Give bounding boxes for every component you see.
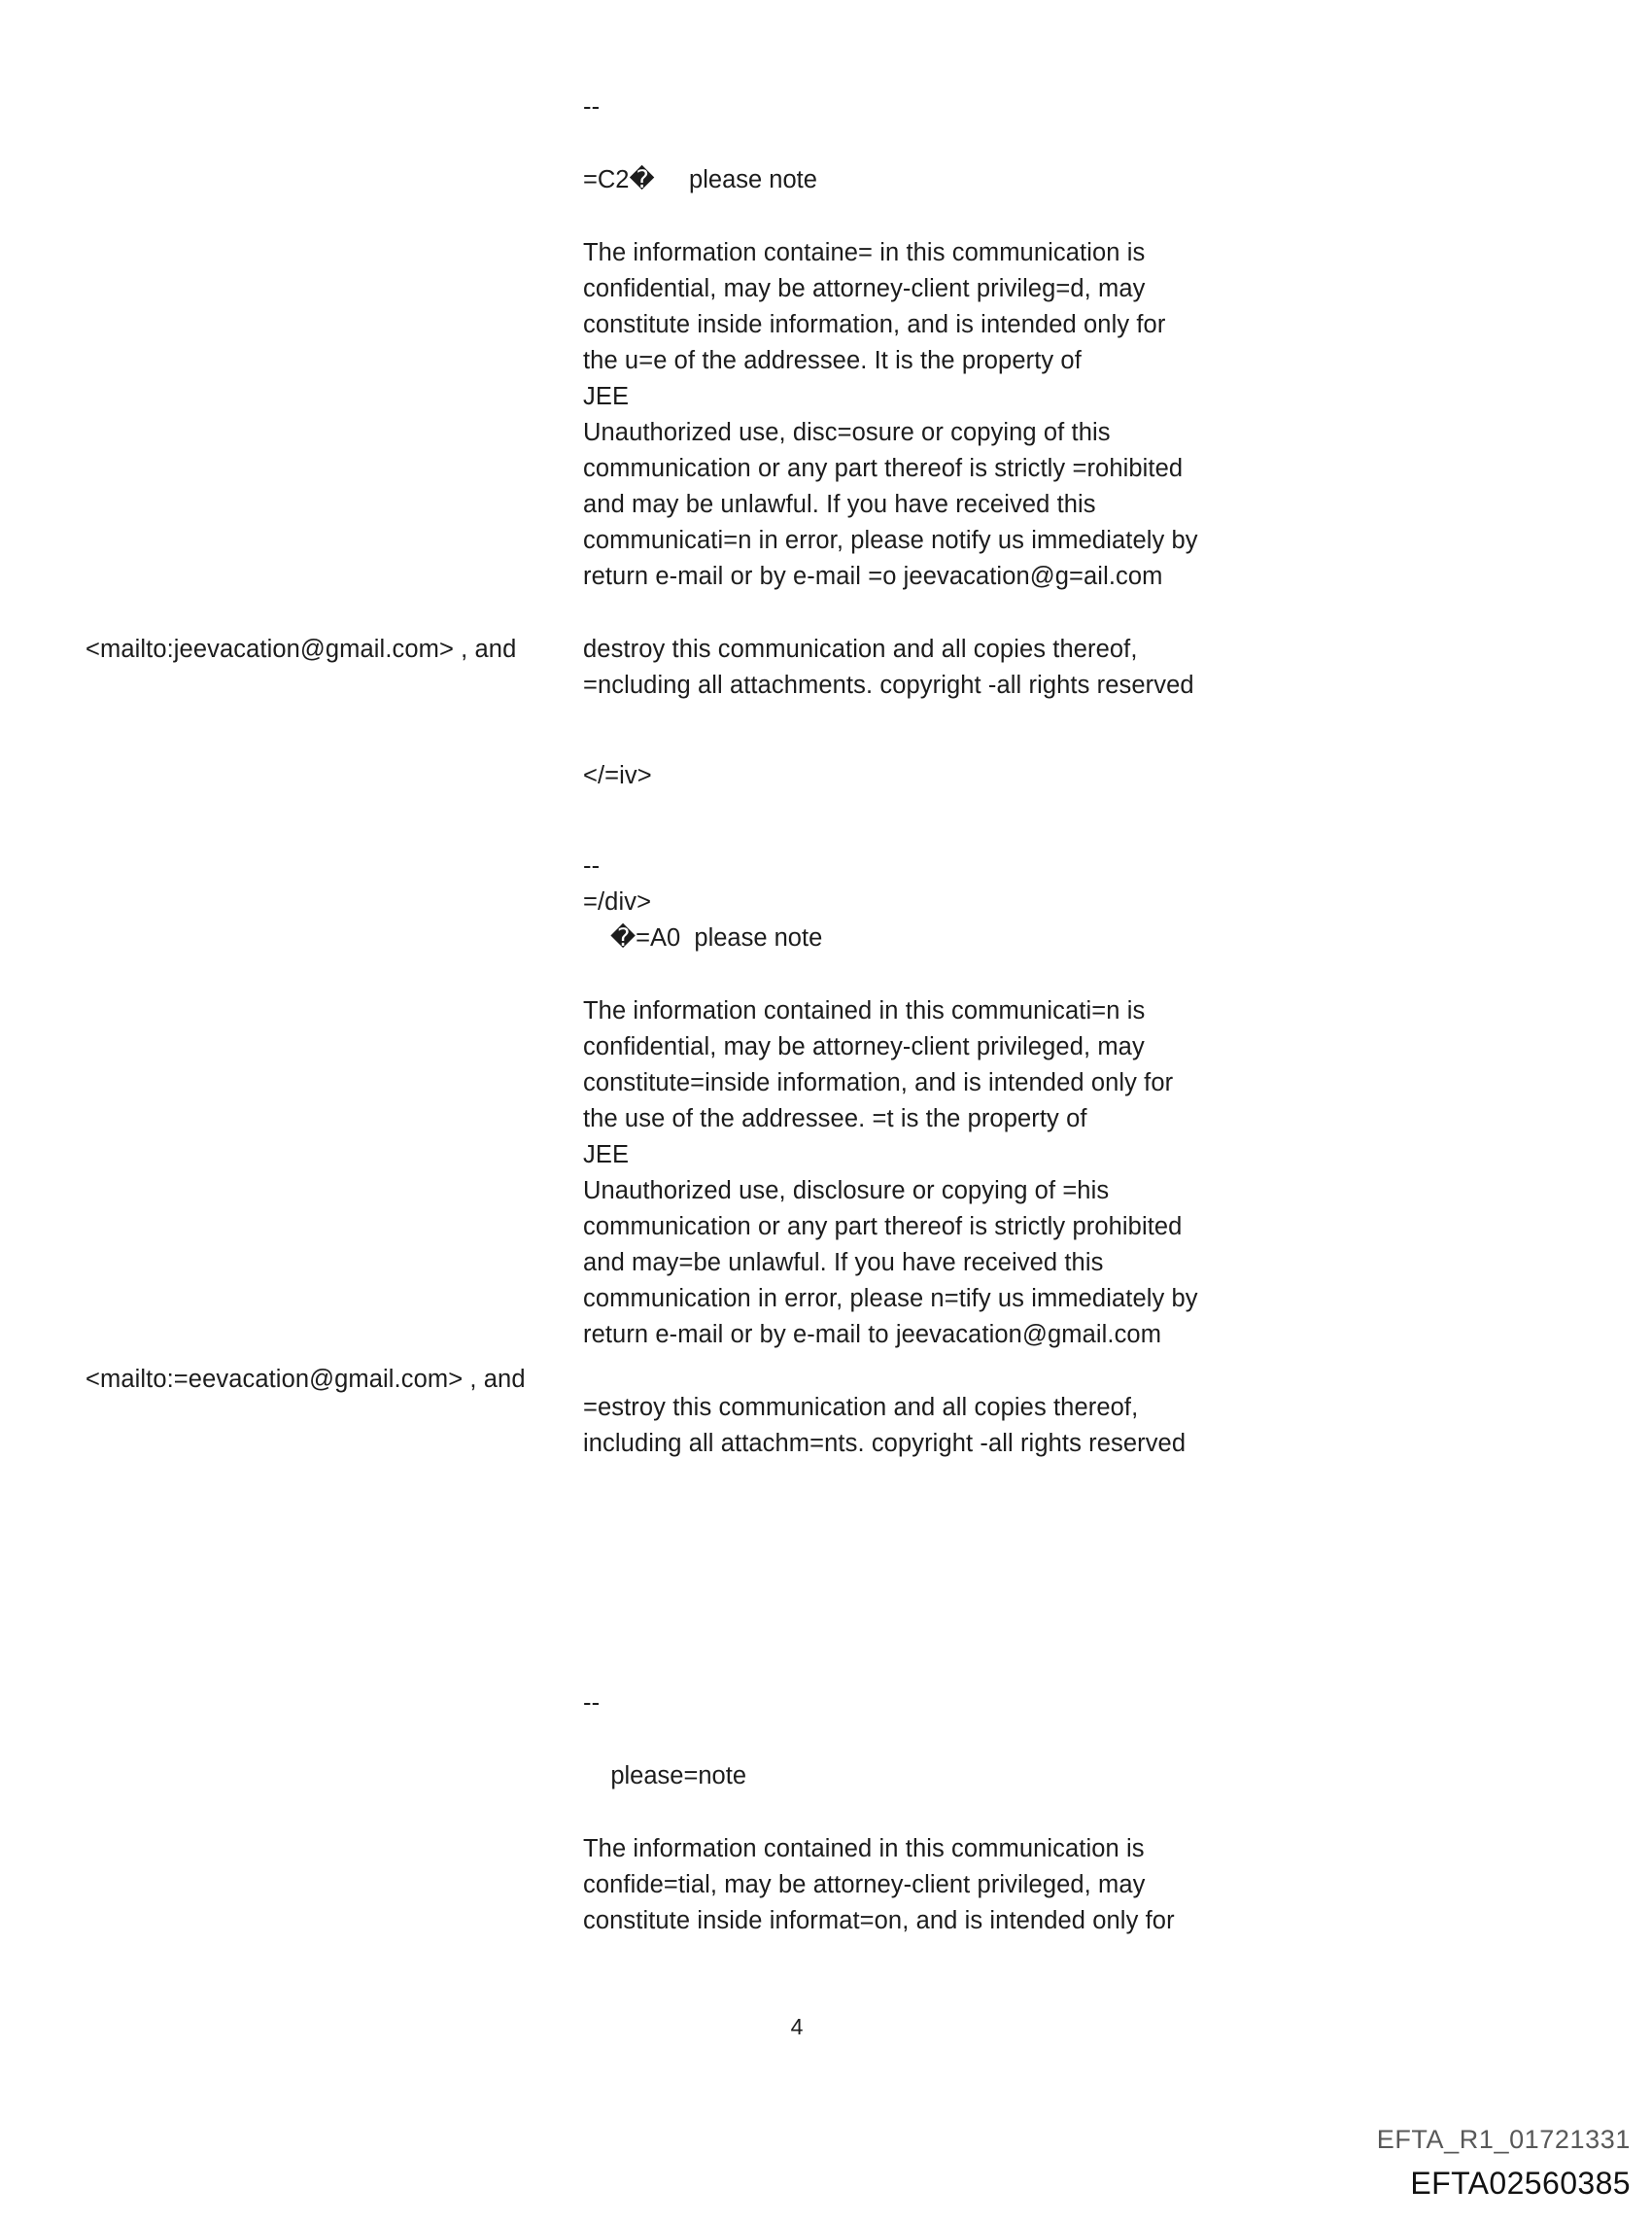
block3-body-line: constitute inside informat=on, and is intended only for <box>583 1907 1175 1934</box>
block1-gap-b <box>583 198 1322 235</box>
page-number-value: 4 <box>790 2014 804 2039</box>
top-margin-spacer <box>583 0 1322 89</box>
block1-gap-d <box>583 704 1322 758</box>
block1-body-line: communicati=n in error, please notify us immediately by <box>583 527 1198 554</box>
bates-number-upper: EFTA_R1_01721331 <box>1376 2125 1631 2154</box>
block1-gap-c <box>583 595 1322 632</box>
block1-separator: -- <box>583 93 601 121</box>
mailto-link-line-1: <mailto:jeevacation@gmail.com> , and <box>86 636 517 663</box>
block1-body-line: return e-mail or by e-mail =o jeevacation@g=ail.com <box>583 563 1163 590</box>
block2-open-tag: =/div> <box>583 888 652 916</box>
block1-body-line: the u=e of the addressee. It is the property of <box>583 347 1082 374</box>
block2-note-header: �=A0 please note <box>610 924 823 952</box>
block1-gap-a <box>583 125 1322 162</box>
block3-body-line: The information contained in this communication is <box>583 1835 1145 1862</box>
block1-tail-line: destroy this communication and all copies thereof, <box>583 636 1138 663</box>
between-block1-block2-spacer <box>583 794 1322 849</box>
block1-tail-line: =ncluding all attachments. copyright -all rights reserved <box>583 672 1194 699</box>
block3-note-header: please=note <box>583 1762 747 1789</box>
bates-number-lower: EFTA02560385 <box>1410 2166 1631 2201</box>
block1-body-line: JEE <box>583 383 630 410</box>
block3-gap-b <box>583 1794 1322 1831</box>
mailto-link-line-2: <mailto:=eevacation@gmail.com> , and <box>86 1366 526 1393</box>
between-block2-block3-spacer <box>583 1462 1322 1685</box>
block2-body-line: communication or any part thereof is strictly prohibited <box>583 1213 1183 1240</box>
block2-body-line: return e-mail or by e-mail to jeevacation@gmail.com <box>583 1321 1162 1348</box>
block3-gap-a <box>583 1721 1322 1758</box>
block2-body-line: the use of the addressee. =t is the property of <box>583 1105 1087 1132</box>
block2-gap-b <box>583 1353 1322 1390</box>
block1-body-line: confidential, may be attorney-client privileg=d, may <box>583 275 1146 302</box>
block2-body-line: constitute=inside information, and is intended only for <box>583 1069 1174 1096</box>
block2-tail-line: =estroy this communication and all copies thereof, <box>583 1394 1139 1421</box>
signature-block-2 <box>583 849 1322 1462</box>
block1-body-line: constitute inside information, and is intended only for <box>583 311 1166 338</box>
block2-body-line: JEE <box>583 1141 630 1168</box>
page-number <box>0 2012 1652 2041</box>
signature-block-3 <box>583 1685 1322 1939</box>
block1-closing-tag: </=iv> <box>583 762 652 789</box>
document-text-column <box>583 0 1322 1939</box>
block2-body-line: communication in error, please n=tify us immediately by <box>583 1285 1198 1312</box>
block1-body-line: The information containe= in this communication is <box>583 239 1146 266</box>
block2-gap-a <box>583 956 1322 993</box>
block1-body-line: communication or any part thereof is strictly =rohibited <box>583 455 1184 482</box>
block3-separator: -- <box>583 1689 601 1717</box>
block1-body-line: Unauthorized use, disc=osure or copying of this <box>583 419 1111 446</box>
block1-body-line: and may be unlawful. If you have received this <box>583 491 1096 518</box>
block2-body-line: confidential, may be attorney-client privileged, may <box>583 1033 1145 1060</box>
signature-block-1 <box>583 89 1322 794</box>
block2-body-line: The information contained in this communicati=n is <box>583 997 1146 1024</box>
block1-note-header: =C2� please note <box>583 166 817 193</box>
block2-body-line: and may=be unlawful. If you have received this <box>583 1249 1104 1276</box>
block3-body-line: confide=tial, may be attorney-client privileged, may <box>583 1871 1146 1898</box>
block2-tail-line: including all attachm=nts. copyright -all rights reserved <box>583 1430 1187 1457</box>
block2-separator: -- <box>583 852 601 880</box>
block2-body-line: Unauthorized use, disclosure or copying of =his <box>583 1177 1110 1204</box>
